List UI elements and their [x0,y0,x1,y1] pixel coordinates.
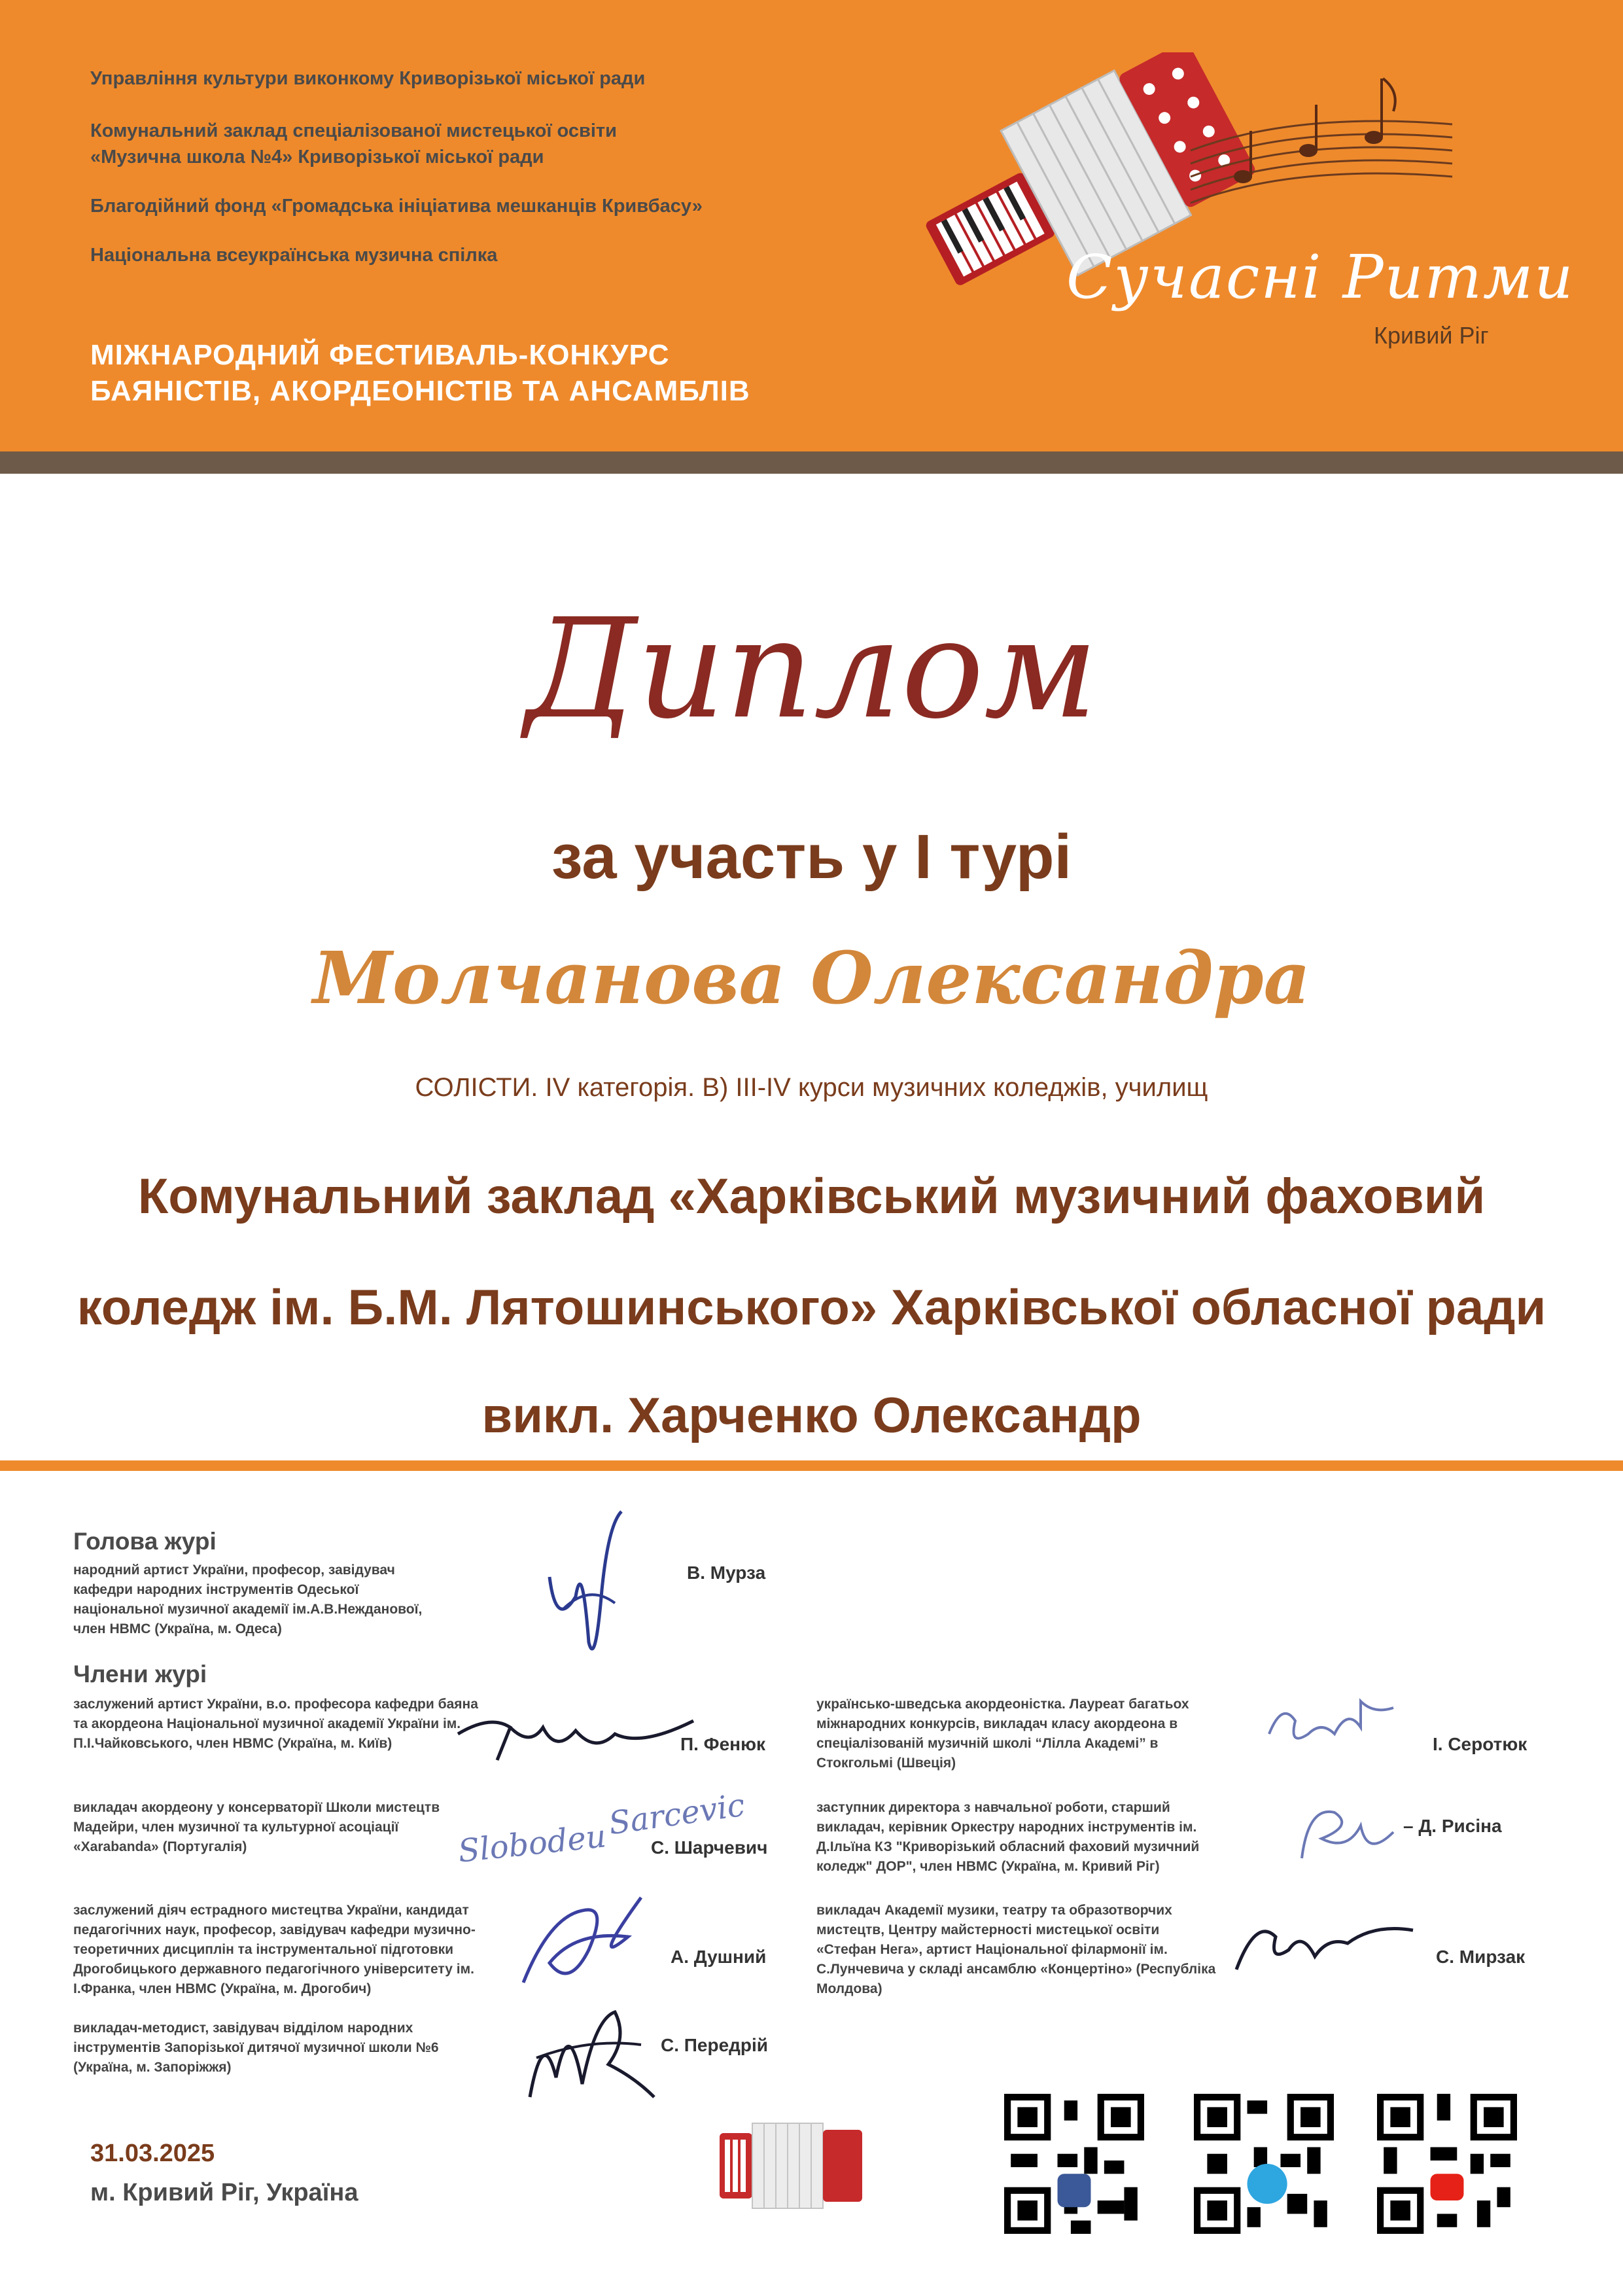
logo-title: Сучасні Ритми [1066,242,1575,312]
issue-place: м. Кривий Ріг, Україна [90,2179,358,2206]
signature-text-1: Slobodeu [456,1818,608,1870]
jury-member-name-fenuk: П. Фенюк [680,1734,765,1754]
qr-code-youtube[interactable] [1377,2094,1517,2234]
jury-member-desc-myrzak: викладач Академії музики, театру та образотворчих мистецтв, Центру майстерності мистецької освіти «Стефан Нега», артист Національної філармонії ім. С.Лунчевича у складі ансамблю «Концертіно» (Республіка Молдова) [816,1903,1216,1996]
jury-member-desc-fenuk: заслужений артист України, в.о. професора кафедри баяна та акордеона Національної музичної академії України ім. П.І.Чайковського, член НВМС (Україна, м. Київ) [73,1697,478,1751]
institution-line2: коледж ім. Б.М. Лятошинського» Харківської обласної ради [77,1280,1546,1335]
organizer-5: Національна всеукраїнська музична спілка [90,245,498,266]
jury-member-desc-serotiuk: українсько-шведська акордеоністка. Лауреат багатьох міжнародних конкурсів, викладач класу акордеона в спеціалізованій музичній школі “Лілла Академі” в Стокгольмі (Швеція) [816,1697,1189,1771]
jury-member-name-serotiuk: І. Серотюк [1433,1734,1527,1754]
festival-title-line2: БАЯНІСТІВ, АКОРДЕОНІСТІВ ТА АНСАМБЛІВ [90,375,750,407]
jury-head-title: Голова журі [73,1528,217,1555]
jury-member-name-sharchevych: С. Шарчевич [651,1837,768,1858]
signature-fenuk [451,1708,700,1767]
teacher-name: викл. Харченко Олександр [481,1388,1142,1443]
signature-serotiuk [1263,1695,1406,1767]
section-divider [0,1460,1623,1471]
logo-city: Кривий Ріг [1374,322,1489,349]
jury-member-name-rysina: – Д. Рисіна [1403,1816,1502,1836]
festival-title-line1: МІЖНАРОДНИЙ ФЕСТИВАЛЬ-КОНКУРС [90,339,670,371]
organizer-2: Комунальний заклад спеціалізованої мистецької освіти [90,120,617,141]
jury-head-name: В. Мурза [687,1563,766,1583]
jury-member-desc-peredrii: викладач-методист, завідувач відділом народних інструментів Запорізької дитячої музичної школи №6 (Україна, м. Запоріжжя) [73,2021,439,2075]
accordion-icon [713,2107,870,2218]
issue-date: 31.03.2025 [90,2140,215,2167]
participant-category: СОЛІСТИ. IV категорія. В) ІІІ-IV курси музичних коледжів, училищ [415,1073,1208,1102]
jury-member-name-myrzak: С. Мирзак [1436,1947,1526,1967]
signature-myrzak [1230,1898,1420,1983]
jury-member-desc-rysina: заступник директора з навчальної роботи, старший викладач, керівник Оркестру народних інструментів ім. Д.Ільїна КЗ "Криворізький обласний фаховий музичний коледж" ДОР", член НВМС (Україна, м. Кривий Ріг) [816,1800,1200,1874]
signature-peredrii [517,1999,667,2104]
signature-rysina [1289,1786,1400,1871]
qr-code-telegram[interactable] [1194,2094,1334,2234]
signature-text-2: Sarcevic [606,1786,747,1843]
jury-member-desc-dushnyi: заслужений діяч естрадного мистецтва України, кандидат педагогічних наук, професор, завідувач кафедри музично-теоретичних дисциплін та інструментальної підготовки Дрогобицького державного педагогічного університету ім. І.Франка, член НВМС (Україна, м. Дрогобич) [73,1903,476,1996]
jury-member-name-dushnyi: А. Душний [671,1947,767,1967]
jury-members-title: Члени журі [73,1661,207,1687]
header-banner [0,0,1623,451]
organizer-1: Управління культури виконкому Криворізької міської ради [90,68,646,89]
signature-dushnyi [510,1891,654,1996]
organizer-3: «Музична школа №4» Криворізької міської ради [90,147,544,168]
signature-murza [536,1498,635,1669]
header-divider [0,451,1623,474]
organizer-4: Благодійний фонд «Громадська ініціатива мешканців Кривбасу» [90,196,703,217]
institution-line1: Комунальний заклад «Харківський музичний фаховий [137,1169,1486,1224]
participant-name: Молчанова Олександра [313,936,1310,1020]
jury-head-desc: народний артист України, професор, завідувач кафедри народних інструментів Одеської національної музичної академії ім.А.В.Нежданової, член НВМС (Україна, м. Одеса) [73,1563,423,1636]
diploma-subtitle: за участь у І турі [551,822,1072,892]
jury-member-name-peredrii: С. Передрій [661,2035,769,2055]
jury-member-desc-sharchevych: викладач акордеону у консерваторії Школи мистецтв Мадейри, член музичної та культурної асоціації «Xarabanda» (Португалія) [73,1800,440,1854]
telegram-icon [1248,2164,1287,2204]
facebook-icon [1058,2174,1091,2207]
qr-code-facebook[interactable] [1004,2094,1144,2234]
youtube-icon [1431,2174,1464,2200]
diploma-title: Диплом [525,589,1098,749]
